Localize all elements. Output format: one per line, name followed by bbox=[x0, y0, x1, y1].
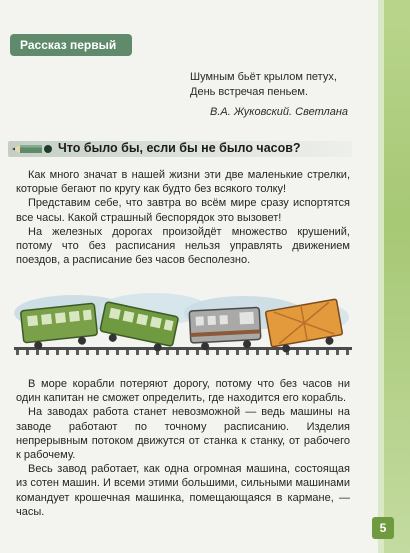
pencil-icon bbox=[12, 143, 42, 155]
text-block-top bbox=[16, 168, 350, 267]
paragraph: В море корабли потеряют дорогу, потому что без часов ни один капитан не сможет определить, где находится его корабль. bbox=[16, 378, 350, 405]
paragraph: Как много значат в нашей жизни эти две маленькие стрелки, которые бегают по кругу как будто без всякого толку! bbox=[16, 169, 350, 196]
section-tab bbox=[10, 34, 132, 56]
side-stripe bbox=[384, 0, 410, 553]
paragraph: На заводах работа станет невозможной — ведь машины на заводе работают по точному расписанию. Изделия непрерывным потоком движутся от станка к станку, от рабочего к рабочему. bbox=[16, 406, 350, 462]
heading-title: Что было бы, если бы не было часов? bbox=[58, 141, 301, 155]
text-block-bottom bbox=[16, 377, 350, 519]
section-tab-label: Рассказ первый bbox=[20, 38, 117, 52]
epigraph-author: В.А. Жуковский. Светлана bbox=[209, 106, 348, 118]
epigraph-line-2: День встречая пеньем. bbox=[190, 86, 309, 98]
chapter-heading bbox=[8, 139, 352, 159]
epigraph bbox=[190, 70, 350, 120]
paragraph: На железных дорогах произойдёт множество крушений, потому что без расписания нельзя управлять движением поездов, а расписание без часов бесполезно. bbox=[16, 225, 350, 267]
page-number: 5 bbox=[372, 517, 394, 539]
train-crash-illustration bbox=[14, 283, 352, 363]
bullet-dot-icon bbox=[44, 145, 52, 153]
paragraph: Представим себе, что завтра во всём мире сразу испортятся все часы. Какой страшный беспорядок это вызовет! bbox=[16, 197, 350, 224]
epigraph-line-1: Шумным бьёт крылом петух, bbox=[190, 71, 337, 83]
paragraph: Весь завод работает, как одна огромная машина, состоящая из сотен машин. И всеми этими большими, сильными машинами командует крошечная машинка, помещающаяся в кармане, — часы. bbox=[16, 463, 350, 518]
